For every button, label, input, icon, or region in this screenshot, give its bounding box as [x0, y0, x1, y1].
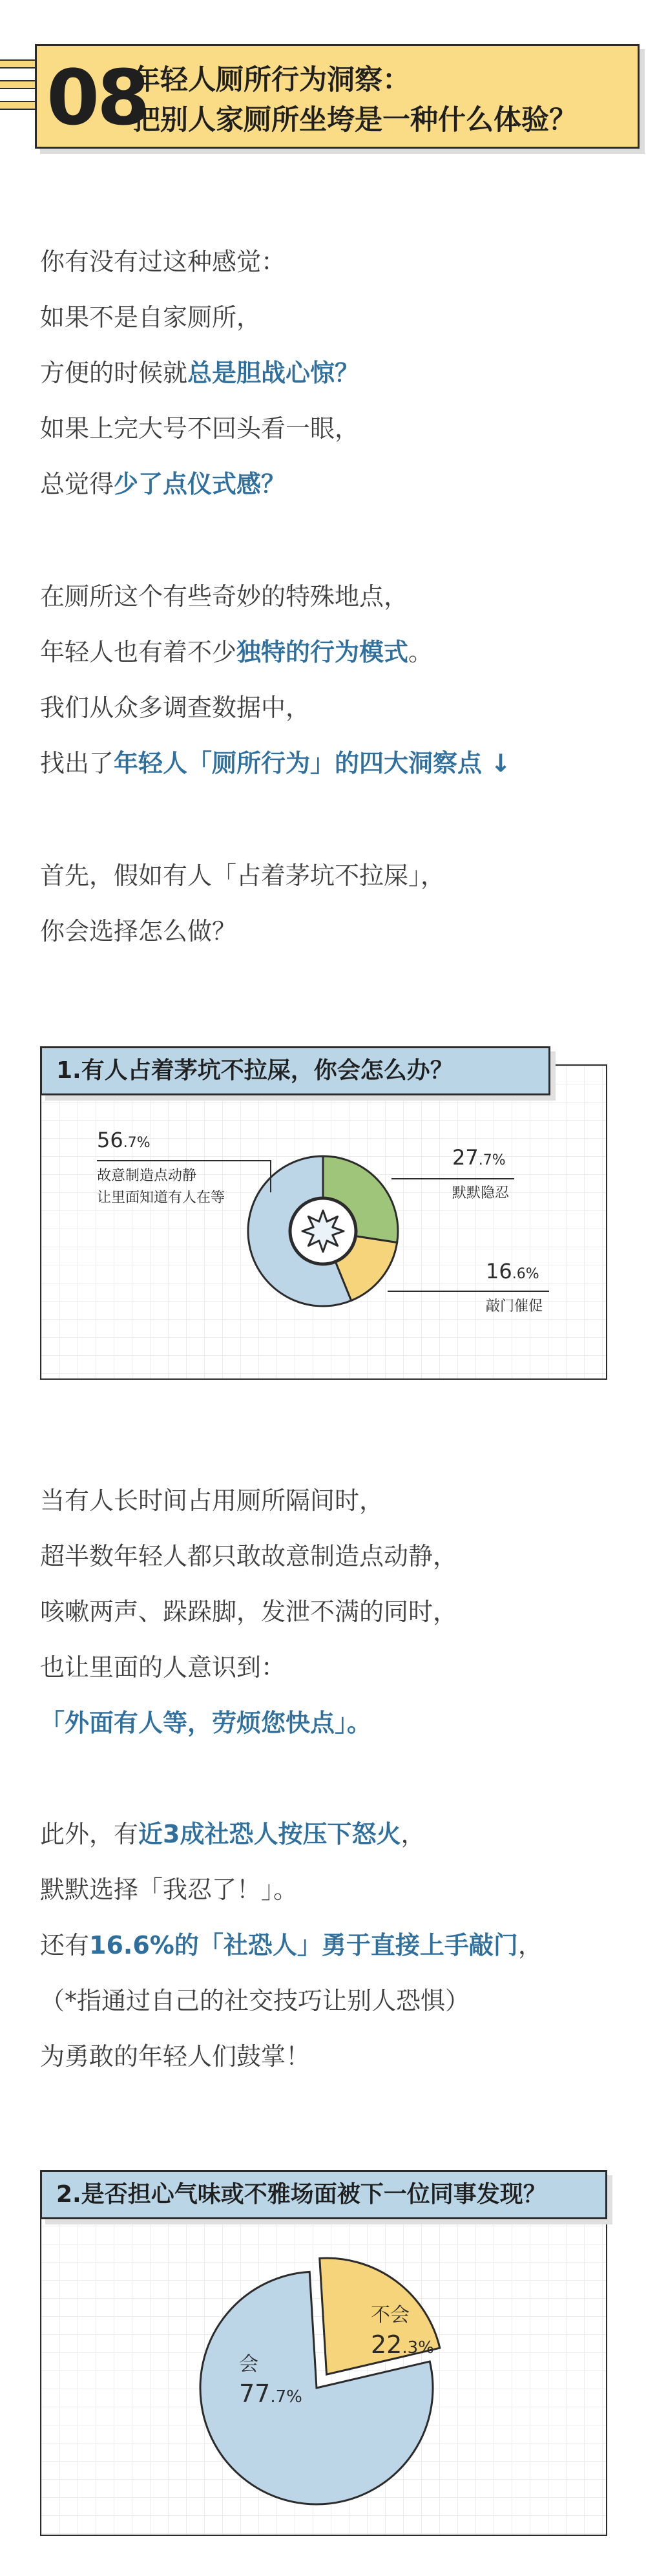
chart2-pct-2: 22.3% — [371, 2330, 434, 2359]
body-text: （*指通过自己的社交技巧让别人恐惧） — [40, 1987, 470, 2015]
paragraph-line — [40, 1973, 543, 2029]
body-text: 找出了 — [40, 749, 114, 777]
chart1-donut — [245, 1154, 401, 1309]
body-text: 当有人长时间占用厕所隔间时， — [40, 1486, 384, 1515]
chart1-label-2: 默默隐忍 — [452, 1185, 510, 1201]
body-text: 也让里面的人意识到： — [40, 1653, 286, 1682]
header-stripe — [0, 101, 39, 110]
body-text: 我们从众多调查数据中， — [40, 693, 311, 722]
paragraph-line — [40, 1862, 543, 1917]
chart1-label-1a: 故意制造点动静 — [97, 1168, 197, 1184]
body-text: 年轻人也有着不少 — [40, 638, 237, 666]
paragraph-line — [40, 1584, 457, 1640]
highlight-text: 年轻人「厕所行为」的四大洞察点 ↓ — [114, 749, 512, 777]
paragraph-line — [40, 735, 511, 791]
paragraph-line — [40, 1528, 457, 1584]
paragraph-line — [40, 848, 445, 903]
paragraph-line — [40, 290, 359, 345]
body-text: 咳嗽两声、跺跺脚，发泄不满的同时， — [40, 1598, 458, 1626]
chart2-label-1: 会 — [239, 2353, 258, 2376]
chart2-pie — [187, 2249, 459, 2520]
paragraph-line — [40, 234, 359, 290]
paragraph-line — [40, 1473, 457, 1528]
header-stripe — [0, 59, 39, 69]
paragraph-line — [40, 401, 359, 456]
analysis-paragraph — [40, 1473, 457, 1751]
chart1-leader-1 — [97, 1160, 271, 1161]
burst-icon — [302, 1210, 344, 1252]
header-title-line2: 把别人家厕所坐垮是一种什么体验？ — [132, 104, 577, 136]
insight-paragraph — [40, 1806, 543, 2084]
highlight-text: 总是胆战心惊？ — [187, 359, 360, 387]
chart1-pct-2: 27.7% — [452, 1145, 506, 1170]
chart2-title: 2.是否担心气味或不雅场面被下一位同事发现？ — [40, 2170, 607, 2219]
paragraph-line — [40, 2029, 543, 2084]
paragraph-line — [40, 680, 511, 735]
body-text: 如果上完大号不回头看一眼， — [40, 414, 360, 443]
body-text: 方便的时候就 — [40, 359, 188, 387]
header-title-line1: 年轻人厕所行为洞察： — [132, 64, 410, 96]
highlight-text: 近3成社恐人按压下怒火 — [138, 1820, 401, 1848]
body-text: 超半数年轻人都只敢故意制造点动静， — [40, 1542, 458, 1570]
body-text: 总觉得 — [40, 470, 114, 498]
chart1-leader-2 — [391, 1178, 514, 1179]
body-text: ， — [517, 1931, 543, 1959]
intro-paragraph — [40, 234, 359, 512]
body-text: 如果不是自家厕所， — [40, 303, 262, 332]
highlight-text: 16.6%的「社恐人」勇于直接上手敲门 — [89, 1931, 518, 1959]
body-text: 此外，有 — [40, 1820, 139, 1848]
context-paragraph — [40, 569, 511, 791]
chart1-label-3: 敲门催促 — [486, 1298, 543, 1314]
highlight-text: 独特的行为模式 — [236, 638, 409, 666]
body-text: 你会选择怎么做？ — [40, 917, 237, 945]
section-number: 08 — [47, 53, 148, 142]
chart1-pct-3: 16.6% — [486, 1259, 539, 1283]
paragraph-line — [40, 1917, 543, 1973]
paragraph-line — [40, 624, 511, 680]
body-text: 默默选择「我忍了！」。 — [40, 1875, 298, 1904]
body-text: ， — [401, 1820, 426, 1848]
body-text: 首先，假如有人「占着茅坑不拉屎」， — [40, 861, 446, 890]
body-text: 在厕所这个有些奇妙的特殊地点， — [40, 582, 409, 611]
body-text: 。 — [408, 638, 433, 666]
highlight-text: 少了点仪式感？ — [114, 470, 286, 498]
paragraph-line — [40, 1695, 457, 1751]
body-text: 为勇敢的年轻人们鼓掌！ — [40, 2042, 311, 2071]
chart1-leader-3 — [388, 1291, 549, 1292]
question-paragraph — [40, 848, 445, 959]
chart2-label-2: 不会 — [371, 2304, 410, 2327]
highlight-text: 「外面有人等，劳烦您快点」。 — [40, 1709, 372, 1737]
body-text: 还有 — [40, 1931, 90, 1959]
chart1-title: 1.有人占着茅坑不拉屎，你会怎么办？ — [40, 1046, 550, 1095]
paragraph-line — [40, 1806, 543, 1862]
chart1-pct-1: 56.7% — [97, 1128, 151, 1152]
paragraph-line — [40, 345, 359, 401]
body-text: 你有没有过这种感觉： — [40, 248, 286, 276]
chart2-pct-1: 77.7% — [239, 2380, 302, 2408]
paragraph-line — [40, 456, 359, 512]
header-top-strip — [0, 0, 646, 19]
paragraph-line — [40, 903, 445, 959]
header-stripe — [0, 80, 39, 89]
chart1-label-1b: 让里面知道有人在等 — [97, 1190, 225, 1206]
paragraph-line — [40, 569, 511, 624]
paragraph-line — [40, 1640, 457, 1695]
chart1-leader-1v — [270, 1160, 271, 1192]
